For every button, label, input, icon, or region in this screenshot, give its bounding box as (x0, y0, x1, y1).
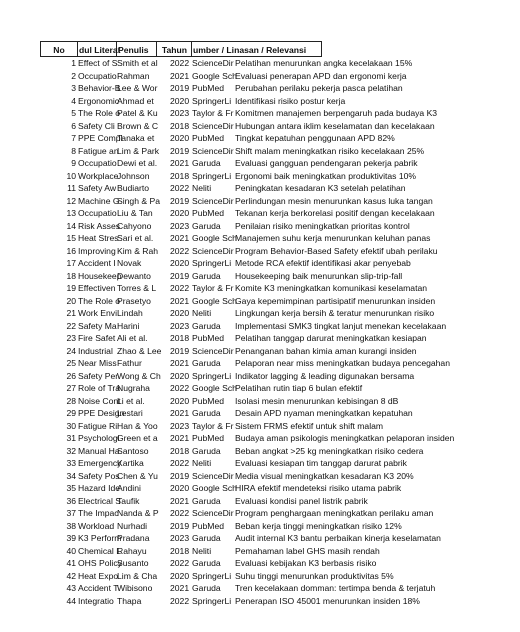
cell-penulis[interactable]: Kartika (117, 458, 144, 468)
cell-no[interactable]: 28 (66, 395, 76, 406)
cell-temuan[interactable]: Evaluasi kondisi panel listrik pabrik (235, 495, 368, 506)
cell-penulis[interactable]: Lim & Cha (117, 570, 158, 581)
cell-no[interactable]: 3 (71, 83, 76, 93)
cell-temuan[interactable]: Lingkungan kerja bersih & teratur menurunkan risiko (235, 308, 435, 318)
cell-sumber[interactable]: ScienceDir (192, 120, 234, 131)
cell-judul[interactable]: Safety Per (78, 370, 119, 381)
cell-penulis[interactable]: Wong & Ch (117, 370, 161, 381)
cell-sumber[interactable]: Neliti (192, 183, 212, 193)
cell-judul[interactable]: Effectiven (78, 283, 116, 293)
cell-no[interactable]: 29 (66, 408, 76, 418)
cell-judul[interactable]: PPE Compl (78, 133, 123, 143)
cell-sumber[interactable]: ScienceDir (192, 345, 234, 356)
cell-judul[interactable]: Integratio (78, 595, 114, 606)
cell-tahun[interactable]: 2021 (170, 358, 190, 368)
cell-temuan[interactable]: Pelatihan tanggap darurat meningkatkan kesiapan (235, 333, 427, 343)
cell-no[interactable]: 32 (66, 445, 76, 456)
cell-tahun[interactable]: 2019 (170, 520, 190, 531)
cell-judul[interactable]: Hazard Ide (78, 483, 121, 493)
cell-no[interactable]: 35 (66, 483, 76, 493)
cell-no[interactable]: 4 (71, 95, 76, 106)
cell-no[interactable]: 7 (71, 133, 76, 143)
cell-sumber[interactable]: PubMed (192, 208, 225, 218)
cell-no[interactable]: 33 (66, 458, 76, 468)
cell-tahun[interactable]: 2022 (170, 245, 190, 256)
cell-sumber[interactable]: SpringerLi (192, 570, 232, 581)
cell-sumber[interactable]: SpringerLi (192, 258, 232, 268)
cell-sumber[interactable]: SpringerLi (192, 370, 232, 381)
cell-temuan[interactable]: Penerapan ISO 45001 menurunkan insiden 18% (235, 595, 420, 606)
cell-sumber[interactable]: Garuda (192, 220, 221, 231)
cell-tahun[interactable]: 2020 (170, 570, 190, 581)
cell-judul[interactable]: Accident T (78, 583, 119, 593)
cell-sumber[interactable]: Garuda (192, 558, 221, 568)
cell-temuan[interactable]: Evaluasi kebijakan K3 berbasis risiko (235, 558, 377, 568)
cell-temuan[interactable]: HIRA efektif mendeteksi risiko utama pabrik (235, 483, 402, 493)
cell-penulis[interactable]: Torres & L (117, 283, 157, 293)
cell-temuan[interactable]: Suhu tinggi menurunkan produktivitas 5% (235, 570, 394, 581)
cell-sumber[interactable]: ScienceDir (192, 58, 234, 68)
cell-tahun[interactable]: 2020 (170, 133, 190, 143)
cell-judul[interactable]: Housekeep (78, 270, 122, 281)
header-penulis[interactable]: Penulis (117, 41, 157, 57)
header-tahun[interactable]: Tahun (157, 41, 192, 57)
cell-temuan[interactable]: Manajemen suhu kerja menurunkan keluhan panas (235, 233, 431, 243)
cell-temuan[interactable]: Pelatihan menurunkan angka kecelakaan 15% (235, 58, 413, 68)
cell-temuan[interactable]: Indikator lagging & leading digunakan bersama (235, 370, 415, 381)
cell-penulis[interactable]: Taufik (117, 495, 140, 506)
cell-tahun[interactable]: 2022 (170, 458, 190, 468)
cell-tahun[interactable]: 2023 (170, 533, 190, 543)
cell-no[interactable]: 42 (66, 570, 76, 581)
cell-penulis[interactable]: Dewi et al. (117, 158, 158, 168)
cell-penulis[interactable]: Patel & Ku (117, 108, 158, 118)
cell-penulis[interactable]: Chen & Yu (117, 470, 158, 481)
cell-penulis[interactable]: Li et al. (117, 395, 145, 406)
cell-temuan[interactable]: Komitmen manajemen berpengaruh pada budaya K3 (235, 108, 438, 118)
cell-sumber[interactable]: Taylor & Fr (192, 108, 234, 118)
cell-sumber[interactable]: Neliti (192, 545, 212, 556)
cell-judul[interactable]: Effect of S (78, 58, 118, 68)
cell-penulis[interactable]: Sari et al. (117, 233, 154, 243)
cell-sumber[interactable]: Garuda (192, 583, 221, 593)
cell-sumber[interactable]: Google Sch (192, 233, 237, 243)
cell-judul[interactable]: Psychologi (78, 433, 120, 443)
cell-tahun[interactable]: 2021 (170, 433, 190, 443)
cell-no[interactable]: 12 (66, 195, 76, 206)
cell-penulis[interactable]: Lee & Wor (117, 83, 158, 93)
cell-tahun[interactable]: 2020 (170, 258, 190, 268)
cell-no[interactable]: 15 (66, 233, 76, 243)
cell-penulis[interactable]: Brown & C (117, 120, 159, 131)
cell-tahun[interactable]: 2021 (170, 158, 190, 168)
cell-sumber[interactable]: ScienceDir (192, 508, 234, 518)
cell-tahun[interactable]: 2019 (170, 195, 190, 206)
cell-judul[interactable]: Workplace (78, 170, 119, 181)
cell-sumber[interactable]: SpringerLi (192, 595, 232, 606)
cell-tahun[interactable]: 2022 (170, 283, 190, 293)
cell-sumber[interactable]: ScienceDir (192, 145, 234, 156)
cell-tahun[interactable]: 2022 (170, 183, 190, 193)
cell-judul[interactable]: Safety Aw (78, 183, 117, 193)
cell-penulis[interactable]: Ali et al. (117, 333, 148, 343)
cell-temuan[interactable]: Perubahan perilaku pekerja pasca pelatihan (235, 83, 403, 93)
cell-tahun[interactable]: 2019 (170, 470, 190, 481)
cell-sumber[interactable]: Garuda (192, 533, 221, 543)
cell-sumber[interactable]: ScienceDir (192, 470, 234, 481)
cell-temuan[interactable]: Identifikasi risiko postur kerja (235, 95, 346, 106)
cell-no[interactable]: 21 (66, 308, 76, 318)
cell-temuan[interactable]: Program Behavior-Based Safety efektif ubah perilaku (235, 245, 438, 256)
cell-penulis[interactable]: Susanto (117, 558, 149, 568)
cell-penulis[interactable]: Rahayu (117, 545, 147, 556)
cell-sumber[interactable]: Garuda (192, 445, 221, 456)
cell-no[interactable]: 38 (66, 520, 76, 531)
cell-tahun[interactable]: 2020 (170, 395, 190, 406)
cell-no[interactable]: 14 (66, 220, 76, 231)
header-sumber[interactable]: umber / Linasan / Relevansi (192, 41, 322, 57)
cell-tahun[interactable]: 2021 (170, 408, 190, 418)
cell-judul[interactable]: Behavior-B (78, 83, 121, 93)
cell-penulis[interactable]: Thapa (117, 595, 142, 606)
cell-tahun[interactable]: 2020 (170, 95, 190, 106)
cell-sumber[interactable]: SpringerLi (192, 95, 232, 106)
cell-temuan[interactable]: Implementasi SMK3 tingkat lanjut menekan kecelakaan (235, 320, 447, 331)
cell-judul[interactable]: Manual Ha (78, 445, 120, 456)
cell-temuan[interactable]: Beban angkat >25 kg meningkatkan risiko cedera (235, 445, 424, 456)
cell-tahun[interactable]: 2020 (170, 308, 190, 318)
cell-judul[interactable]: The Impac (78, 508, 119, 518)
cell-tahun[interactable]: 2018 (170, 545, 190, 556)
table-header-row (40, 41, 322, 57)
cell-no[interactable]: 8 (71, 145, 76, 156)
cell-penulis[interactable]: Lim & Park (117, 145, 160, 156)
cell-judul[interactable]: Heat Expo (78, 570, 119, 581)
cell-tahun[interactable]: 2019 (170, 83, 190, 93)
cell-tahun[interactable]: 2023 (170, 220, 190, 231)
cell-judul[interactable]: Heat Stres (78, 233, 119, 243)
cell-temuan[interactable]: Peningkatan kesadaran K3 setelah pelatihan (235, 183, 406, 193)
cell-sumber[interactable]: Google Sch (192, 70, 237, 81)
cell-no[interactable]: 27 (66, 383, 76, 393)
cell-sumber[interactable]: Taylor & Fr (192, 283, 234, 293)
cell-no[interactable]: 11 (67, 183, 76, 193)
cell-no[interactable]: 10 (66, 170, 76, 181)
cell-no[interactable]: 31 (66, 433, 76, 443)
cell-temuan[interactable]: Evaluasi kesiapan tim tanggap darurat pabrik (235, 458, 407, 468)
cell-temuan[interactable]: Pemahaman label GHS masih rendah (235, 545, 380, 556)
cell-tahun[interactable]: 2020 (170, 208, 190, 218)
cell-penulis[interactable]: Han & Yoo (117, 420, 158, 431)
cell-tahun[interactable]: 2022 (170, 58, 190, 68)
cell-no[interactable]: 20 (66, 295, 76, 306)
cell-no[interactable]: 1 (71, 58, 76, 68)
cell-sumber[interactable]: Neliti (192, 458, 212, 468)
cell-judul[interactable]: The Role o (78, 295, 121, 306)
cell-no[interactable]: 16 (66, 245, 76, 256)
cell-tahun[interactable]: 2022 (170, 595, 190, 606)
cell-temuan[interactable]: Shift malam meningkatkan risiko kecelakaan 25% (235, 145, 425, 156)
cell-judul[interactable]: Emergency (78, 458, 122, 468)
cell-tahun[interactable]: 2022 (170, 383, 190, 393)
cell-penulis[interactable]: Singh & Pa (117, 195, 160, 206)
cell-no[interactable]: 34 (66, 470, 76, 481)
cell-judul[interactable]: OHS Policy (78, 558, 122, 568)
cell-sumber[interactable]: PubMed (192, 133, 225, 143)
cell-temuan[interactable]: Evaluasi gangguan pendengaran pekerja pabrik (235, 158, 418, 168)
cell-sumber[interactable]: Garuda (192, 358, 221, 368)
cell-sumber[interactable]: ScienceDir (192, 195, 234, 206)
cell-temuan[interactable]: Ergonomi baik meningkatkan produktivitas 10% (235, 170, 417, 181)
cell-no[interactable]: 41 (66, 558, 76, 568)
cell-judul[interactable]: Industrial (78, 345, 113, 356)
cell-temuan[interactable]: Perlindungan mesin menurunkan kasus luka tangan (235, 195, 433, 206)
cell-penulis[interactable]: Lindah (117, 308, 143, 318)
cell-judul[interactable]: Occupatio (78, 70, 117, 81)
cell-sumber[interactable]: ScienceDir (192, 245, 234, 256)
cell-penulis[interactable]: Nanda & P (117, 508, 159, 518)
cell-temuan[interactable]: Isolasi mesin menurunkan kebisingan 8 dB (235, 395, 399, 406)
cell-temuan[interactable]: Tingkat kepatuhan penggunaan APD 82% (235, 133, 395, 143)
cell-penulis[interactable]: Fathur (117, 358, 142, 368)
cell-tahun[interactable]: 2018 (170, 170, 190, 181)
cell-temuan[interactable]: Audit internal K3 bantu perbaikan kinerja keselamatan (235, 533, 441, 543)
cell-judul[interactable]: Safety Cli (78, 120, 115, 131)
cell-no[interactable]: 39 (66, 533, 76, 543)
cell-judul[interactable]: Fatigue an (78, 145, 119, 156)
cell-tahun[interactable]: 2021 (170, 233, 190, 243)
cell-no[interactable]: 17 (66, 258, 76, 268)
cell-penulis[interactable]: Zhao & Lee (117, 345, 162, 356)
cell-tahun[interactable]: 2019 (170, 345, 190, 356)
cell-sumber[interactable]: PubMed (192, 520, 225, 531)
cell-penulis[interactable]: Cahyono (117, 220, 152, 231)
cell-tahun[interactable]: 2019 (170, 145, 190, 156)
cell-no[interactable]: 44 (66, 595, 76, 606)
cell-no[interactable]: 40 (66, 545, 76, 556)
cell-sumber[interactable]: Google Sch (192, 295, 237, 306)
cell-penulis[interactable]: Nurhadi (117, 520, 148, 531)
cell-no[interactable]: 30 (66, 420, 76, 431)
cell-penulis[interactable]: Johnson (117, 170, 150, 181)
cell-sumber[interactable]: PubMed (192, 433, 225, 443)
header-judul[interactable]: dul Literat (78, 41, 117, 57)
cell-judul[interactable]: Improving (78, 245, 116, 256)
cell-tahun[interactable]: 2021 (170, 583, 190, 593)
cell-judul[interactable]: Ergonomic (78, 95, 120, 106)
cell-penulis[interactable]: Ahmad et (117, 95, 154, 106)
header-no[interactable]: No (40, 41, 78, 57)
cell-tahun[interactable]: 2021 (170, 70, 190, 81)
cell-tahun[interactable]: 2023 (170, 108, 190, 118)
cell-sumber[interactable]: Google Sch (192, 383, 237, 393)
cell-temuan[interactable]: Penilaian risiko meningkatkan prioritas kontrol (235, 220, 410, 231)
cell-tahun[interactable]: 2018 (170, 445, 190, 456)
cell-penulis[interactable]: Pradana (117, 533, 150, 543)
cell-temuan[interactable]: Desain APD nyaman meningkatkan kepatuhan (235, 408, 413, 418)
cell-judul[interactable]: PPE Design (78, 408, 125, 418)
cell-tahun[interactable]: 2018 (170, 120, 190, 131)
cell-judul[interactable]: Role of Tra (78, 383, 121, 393)
cell-temuan[interactable]: Housekeeping baik menurunkan slip-trip-fall (235, 270, 403, 281)
cell-sumber[interactable]: Garuda (192, 158, 221, 168)
cell-no[interactable]: 2 (71, 70, 76, 81)
cell-temuan[interactable]: Budaya aman psikologis meningkatkan pelaporan insiden (235, 433, 455, 443)
cell-penulis[interactable]: Dewanto (117, 270, 151, 281)
cell-temuan[interactable]: Evaluasi penerapan APD dan ergonomi kerja (235, 70, 407, 81)
cell-penulis[interactable]: Prasetyo (117, 295, 151, 306)
cell-penulis[interactable]: Nugraha (117, 383, 150, 393)
cell-judul[interactable]: Workload (78, 520, 115, 531)
cell-tahun[interactable]: 2021 (170, 295, 190, 306)
cell-temuan[interactable]: Pelatihan rutin tiap 6 bulan efektif (235, 383, 363, 393)
cell-judul[interactable]: Machine G (78, 195, 120, 206)
cell-temuan[interactable]: Program penghargaan meningkatkan perilaku aman (235, 508, 434, 518)
cell-judul[interactable]: Risk Asses (78, 220, 121, 231)
cell-sumber[interactable]: SpringerLi (192, 170, 232, 181)
cell-judul[interactable]: K3 Perform (78, 533, 122, 543)
cell-penulis[interactable]: Andini (117, 483, 141, 493)
cell-temuan[interactable]: Metode RCA efektif identifikasi akar penyebab (235, 258, 411, 268)
cell-no[interactable]: 26 (66, 370, 76, 381)
cell-no[interactable]: 13 (66, 208, 76, 218)
cell-penulis[interactable]: Liu & Tan (117, 208, 153, 218)
cell-tahun[interactable]: 2020 (170, 370, 190, 381)
cell-no[interactable]: 25 (66, 358, 76, 368)
cell-sumber[interactable]: Garuda (192, 270, 221, 281)
cell-judul[interactable]: Safety Ma (78, 320, 117, 331)
cell-penulis[interactable]: Green et a (117, 433, 158, 443)
cell-no[interactable]: 6 (71, 120, 76, 131)
cell-judul[interactable]: Occupatio (78, 158, 117, 168)
cell-temuan[interactable]: Gaya kepemimpinan partisipatif menurunkan insiden (235, 295, 436, 306)
cell-judul[interactable]: Work Envi (78, 308, 117, 318)
cell-penulis[interactable]: Lestari (117, 408, 143, 418)
cell-judul[interactable]: The Role o (78, 108, 121, 118)
cell-tahun[interactable]: 2022 (170, 558, 190, 568)
cell-penulis[interactable]: Santoso (117, 445, 149, 456)
cell-penulis[interactable]: Harini (117, 320, 140, 331)
cell-penulis[interactable]: Rahman (117, 70, 150, 81)
cell-temuan[interactable]: Sistem FRMS efektif untuk shift malam (235, 420, 384, 431)
cell-judul[interactable]: Electrical S (78, 495, 121, 506)
cell-temuan[interactable]: Tren kecelakaan domman: tertimpa benda & terjatuh (235, 583, 436, 593)
cell-judul[interactable]: Accident I (78, 258, 116, 268)
cell-penulis[interactable]: Budiarto (117, 183, 150, 193)
cell-tahun[interactable]: 2023 (170, 420, 190, 431)
cell-sumber[interactable]: Garuda (192, 320, 221, 331)
cell-no[interactable]: 22 (66, 320, 76, 331)
cell-no[interactable]: 37 (66, 508, 76, 518)
cell-temuan[interactable]: Tekanan kerja berkorelasi positif dengan kecelakaan (235, 208, 435, 218)
cell-temuan[interactable]: Beban kerja tinggi meningkatkan risiko 12% (235, 520, 402, 531)
cell-tahun[interactable]: 2018 (170, 333, 190, 343)
cell-no[interactable]: 5 (71, 108, 76, 118)
cell-tahun[interactable]: 2021 (170, 495, 190, 506)
cell-tahun[interactable]: 2022 (170, 508, 190, 518)
cell-no[interactable]: 36 (66, 495, 76, 506)
cell-temuan[interactable]: Pelaporan near miss meningkatkan budaya pencegahan (235, 358, 450, 368)
cell-no[interactable]: 23 (66, 333, 76, 343)
cell-sumber[interactable]: Garuda (192, 408, 221, 418)
cell-judul[interactable]: Safety Pos (78, 470, 120, 481)
cell-penulis[interactable]: Wibisono (117, 583, 153, 593)
cell-no[interactable]: 19 (66, 283, 76, 293)
cell-sumber[interactable]: Garuda (192, 495, 221, 506)
cell-sumber[interactable]: Neliti (192, 308, 212, 318)
cell-judul[interactable]: Occupatio (78, 208, 117, 218)
cell-sumber[interactable]: Taylor & Fr (192, 420, 234, 431)
cell-sumber[interactable]: Google Sch (192, 483, 237, 493)
cell-temuan[interactable]: Media visual meningkatkan kesadaran K3 20% (235, 470, 414, 481)
cell-temuan[interactable]: Hubungan antara iklim keselamatan dan kecelakaan (235, 120, 435, 131)
cell-sumber[interactable]: PubMed (192, 395, 225, 406)
cell-penulis[interactable]: Smith et al (117, 58, 158, 68)
cell-no[interactable]: 18 (66, 270, 76, 281)
cell-penulis[interactable]: Novak (117, 258, 142, 268)
cell-tahun[interactable]: 2020 (170, 483, 190, 493)
cell-judul[interactable]: Chemical L (78, 545, 121, 556)
cell-no[interactable]: 43 (66, 583, 76, 593)
cell-judul[interactable]: Near Miss (78, 358, 117, 368)
cell-sumber[interactable]: PubMed (192, 333, 225, 343)
cell-judul[interactable]: Fire Safet (78, 333, 116, 343)
cell-penulis[interactable]: Tanaka et (117, 133, 155, 143)
cell-sumber[interactable]: PubMed (192, 83, 225, 93)
cell-tahun[interactable]: 2023 (170, 320, 190, 331)
cell-penulis[interactable]: Kim & Rah (117, 245, 159, 256)
cell-judul[interactable]: Noise Cont (78, 395, 121, 406)
cell-temuan[interactable]: Penanganan bahan kimia aman kurangi insiden (235, 345, 417, 356)
cell-tahun[interactable]: 2019 (170, 270, 190, 281)
cell-no[interactable]: 9 (71, 158, 76, 168)
cell-judul[interactable]: Fatigue Ri (78, 420, 118, 431)
cell-temuan[interactable]: Komite K3 meningkatkan komunikasi keselamatan (235, 283, 428, 293)
cell-no[interactable]: 24 (66, 345, 76, 356)
